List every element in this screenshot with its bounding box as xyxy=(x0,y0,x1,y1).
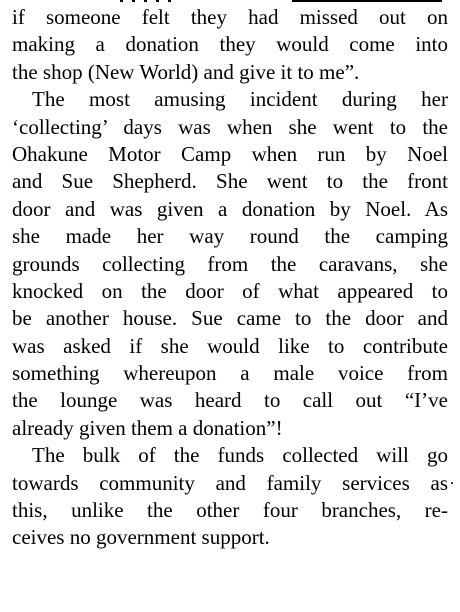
text-line: ceives no government support. xyxy=(12,525,270,550)
text-line: door and was given a donation by Noel. As xyxy=(12,196,448,221)
text-column xyxy=(12,4,448,552)
top-rule xyxy=(292,0,442,2)
text-line: if someone felt they had missed out on xyxy=(12,5,448,29)
text-line: something whereupon a male voice from xyxy=(12,361,448,386)
top-edge-marks xyxy=(120,0,180,2)
text-line: The bulk of the funds collected will go xyxy=(32,443,448,468)
text-line: this, unlike the other four branches, re- xyxy=(12,498,448,523)
text-line: making a donation they would come into xyxy=(12,32,448,57)
paragraph-2 xyxy=(12,86,448,442)
text-line: knocked on the door of what appeared to xyxy=(12,278,448,303)
text-line: the shop (New World) and give it to me”. xyxy=(12,59,360,84)
paragraph-3 xyxy=(12,442,448,552)
text-line: ‘collecting’ days was when she went to the xyxy=(12,114,448,139)
text-line: grounds collecting from the caravans, she xyxy=(12,251,448,276)
scan-speck xyxy=(451,482,453,484)
text-line: she made her way round the camping xyxy=(12,224,448,249)
text-line: be another house. Sue came to the door and xyxy=(12,306,448,331)
text-line: The most amusing incident during her xyxy=(32,87,448,112)
text-line: and Sue Shepherd. She went to the front xyxy=(12,169,448,194)
text-line: already given them a donation”! xyxy=(12,415,283,440)
text-line: was asked if she would like to contribute xyxy=(12,333,448,358)
text-line: Ohakune Motor Camp when run by Noel xyxy=(12,141,448,166)
text-line: the lounge was heard to call out “I’ve xyxy=(12,388,448,413)
text-line: towards community and family services as xyxy=(12,470,448,495)
paragraph-1 xyxy=(12,4,448,86)
